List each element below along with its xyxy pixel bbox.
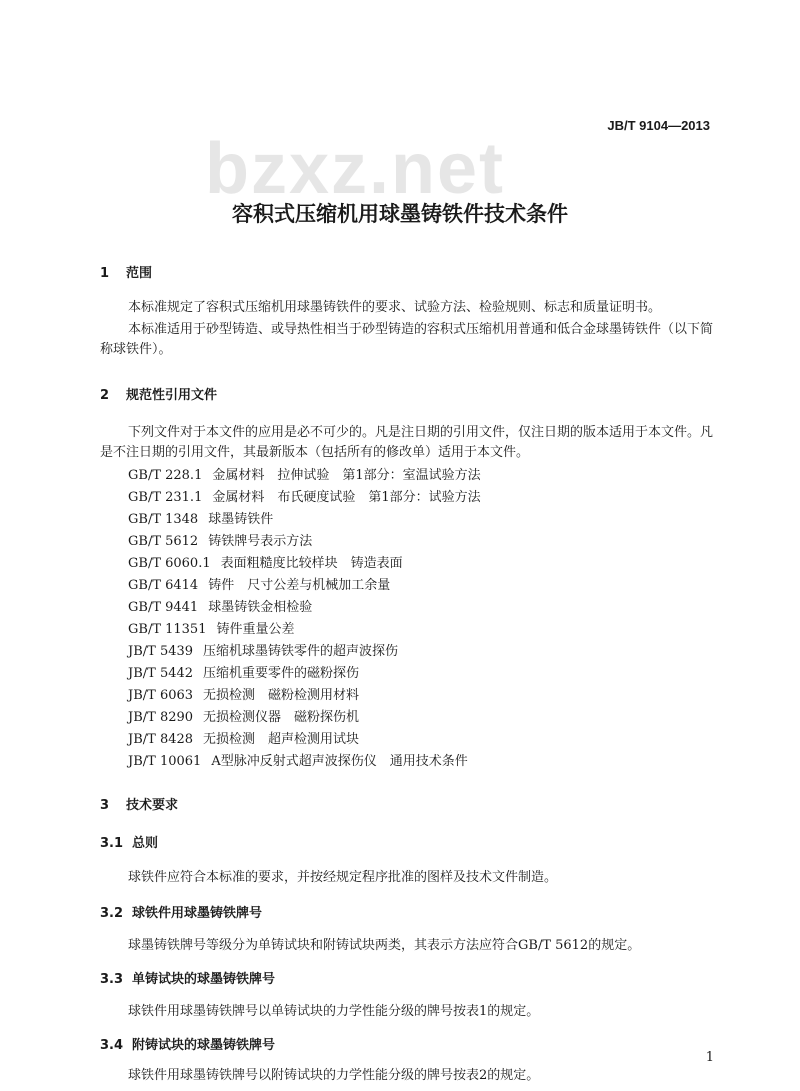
- reference-item: [128, 508, 273, 527]
- reference-item: [128, 574, 390, 593]
- section-title: 规范性引用文件: [126, 388, 218, 403]
- subsection-heading: [100, 968, 275, 987]
- reference-item: [128, 552, 403, 571]
- reference-code: GB/T 9441: [128, 600, 199, 615]
- reference-item: [128, 706, 359, 725]
- paragraph: 本标准规定了容积式压缩机用球墨铸铁件的要求、试验方法、检验规则、标志和质量证明书。: [128, 300, 662, 315]
- reference-title: 无损检测仪器 磁粉探伤机: [203, 710, 360, 725]
- reference-title: 表面粗糙度比较样块 铸造表面: [220, 556, 403, 571]
- reference-title: 压缩机重要零件的磁粉探伤: [203, 666, 360, 681]
- subsection-title: 总则: [132, 836, 159, 851]
- reference-item: [128, 596, 312, 615]
- paragraph: 球墨铸铁牌号等级分为单铸试块和附铸试块两类，其表示方法应符合GB/T 5612的规定。: [128, 938, 641, 953]
- section-2-heading: [100, 384, 217, 403]
- reference-title: 无损检测 超声检测用试块: [203, 732, 360, 747]
- reference-item: [128, 684, 359, 703]
- section-number: 3: [100, 798, 110, 813]
- watermark: bzxz.net: [205, 129, 506, 209]
- section-1-heading: [100, 262, 152, 281]
- reference-code: JB/T 8290: [128, 710, 194, 725]
- paragraph: 球铁件应符合本标准的要求，并按经规定程序批准的图样及技术文件制造。: [128, 870, 558, 885]
- standard-code: JB/T 9104—2013: [607, 118, 710, 133]
- reference-item: [128, 640, 398, 659]
- reference-title: 铸铁牌号表示方法: [208, 534, 313, 549]
- subsection-heading: [100, 832, 158, 851]
- reference-item: [128, 662, 359, 681]
- section-title: 范围: [126, 266, 153, 281]
- reference-item: [128, 530, 312, 549]
- reference-code: JB/T 10061: [128, 754, 202, 769]
- reference-title: A型脉冲反射式超声波探伤仪 通用技术条件: [211, 754, 468, 769]
- reference-code: JB/T 6063: [128, 688, 194, 703]
- reference-code: GB/T 11351: [128, 622, 207, 637]
- reference-item: [128, 464, 481, 483]
- subsection-heading: [100, 1034, 275, 1053]
- section-number: 2: [100, 388, 110, 403]
- reference-code: GB/T 6060.1: [128, 556, 211, 571]
- reference-code: JB/T 5439: [128, 644, 194, 659]
- reference-item: [128, 618, 295, 637]
- reference-title: 球墨铸铁件: [208, 512, 274, 527]
- reference-code: GB/T 5612: [128, 534, 199, 549]
- reference-item: [128, 750, 468, 769]
- reference-title: 无损检测 磁粉检测用材料: [203, 688, 360, 703]
- reference-title: 压缩机球墨铸铁零件的超声波探伤: [203, 644, 399, 659]
- reference-code: GB/T 1348: [128, 512, 199, 527]
- subsection-title: 球铁件用球墨铸铁牌号: [132, 906, 263, 921]
- reference-code: GB/T 228.1: [128, 468, 203, 483]
- subsection-number: 3.1: [100, 836, 124, 851]
- document-title: 容积式压缩机用球墨铸铁件技术条件: [232, 202, 568, 226]
- reference-title: 铸件 尺寸公差与机械加工余量: [208, 578, 391, 593]
- paragraph: 球铁件用球墨铸铁牌号以单铸试块的力学性能分级的牌号按表1的规定。: [128, 1004, 540, 1019]
- section-3-heading: [100, 794, 178, 813]
- subsection-title: 单铸试块的球墨铸铁牌号: [132, 972, 276, 987]
- reference-code: JB/T 8428: [128, 732, 194, 747]
- section-title: 技术要求: [126, 798, 179, 813]
- reference-code: JB/T 5442: [128, 666, 194, 681]
- subsection-number: 3.2: [100, 906, 124, 921]
- subsection-heading: [100, 902, 262, 921]
- section-number: 1: [100, 266, 110, 281]
- paragraph: 本标准适用于砂型铸造、或导热性相当于砂型铸造的容积式压缩机用普通和低合金球墨铸铁件（以下简称球铁件）。: [100, 322, 714, 357]
- paragraph: 球铁件用球墨铸铁牌号以附铸试块的力学性能分级的牌号按表2的规定。: [128, 1068, 540, 1083]
- reference-code: GB/T 6414: [128, 578, 199, 593]
- subsection-number: 3.4: [100, 1038, 124, 1053]
- reference-item: [128, 728, 359, 747]
- reference-title: 金属材料 布氏硬度试验 第1部分：试验方法: [212, 490, 481, 505]
- reference-title: 球墨铸铁金相检验: [208, 600, 313, 615]
- reference-title: 铸件重量公差: [216, 622, 295, 637]
- reference-item: [128, 486, 481, 505]
- paragraph: 下列文件对于本文件的应用是必不可少的。凡是注日期的引用文件，仅注日期的版本适用于本文件。凡是不注日期的引用文件，其最新版本（包括所有的修改单）适用于本文件。: [100, 425, 714, 460]
- subsection-number: 3.3: [100, 972, 124, 987]
- subsection-title: 附铸试块的球墨铸铁牌号: [132, 1038, 276, 1053]
- reference-code: GB/T 231.1: [128, 490, 203, 505]
- reference-title: 金属材料 拉伸试验 第1部分：室温试验方法: [212, 468, 481, 483]
- page-number: 1: [705, 1050, 714, 1065]
